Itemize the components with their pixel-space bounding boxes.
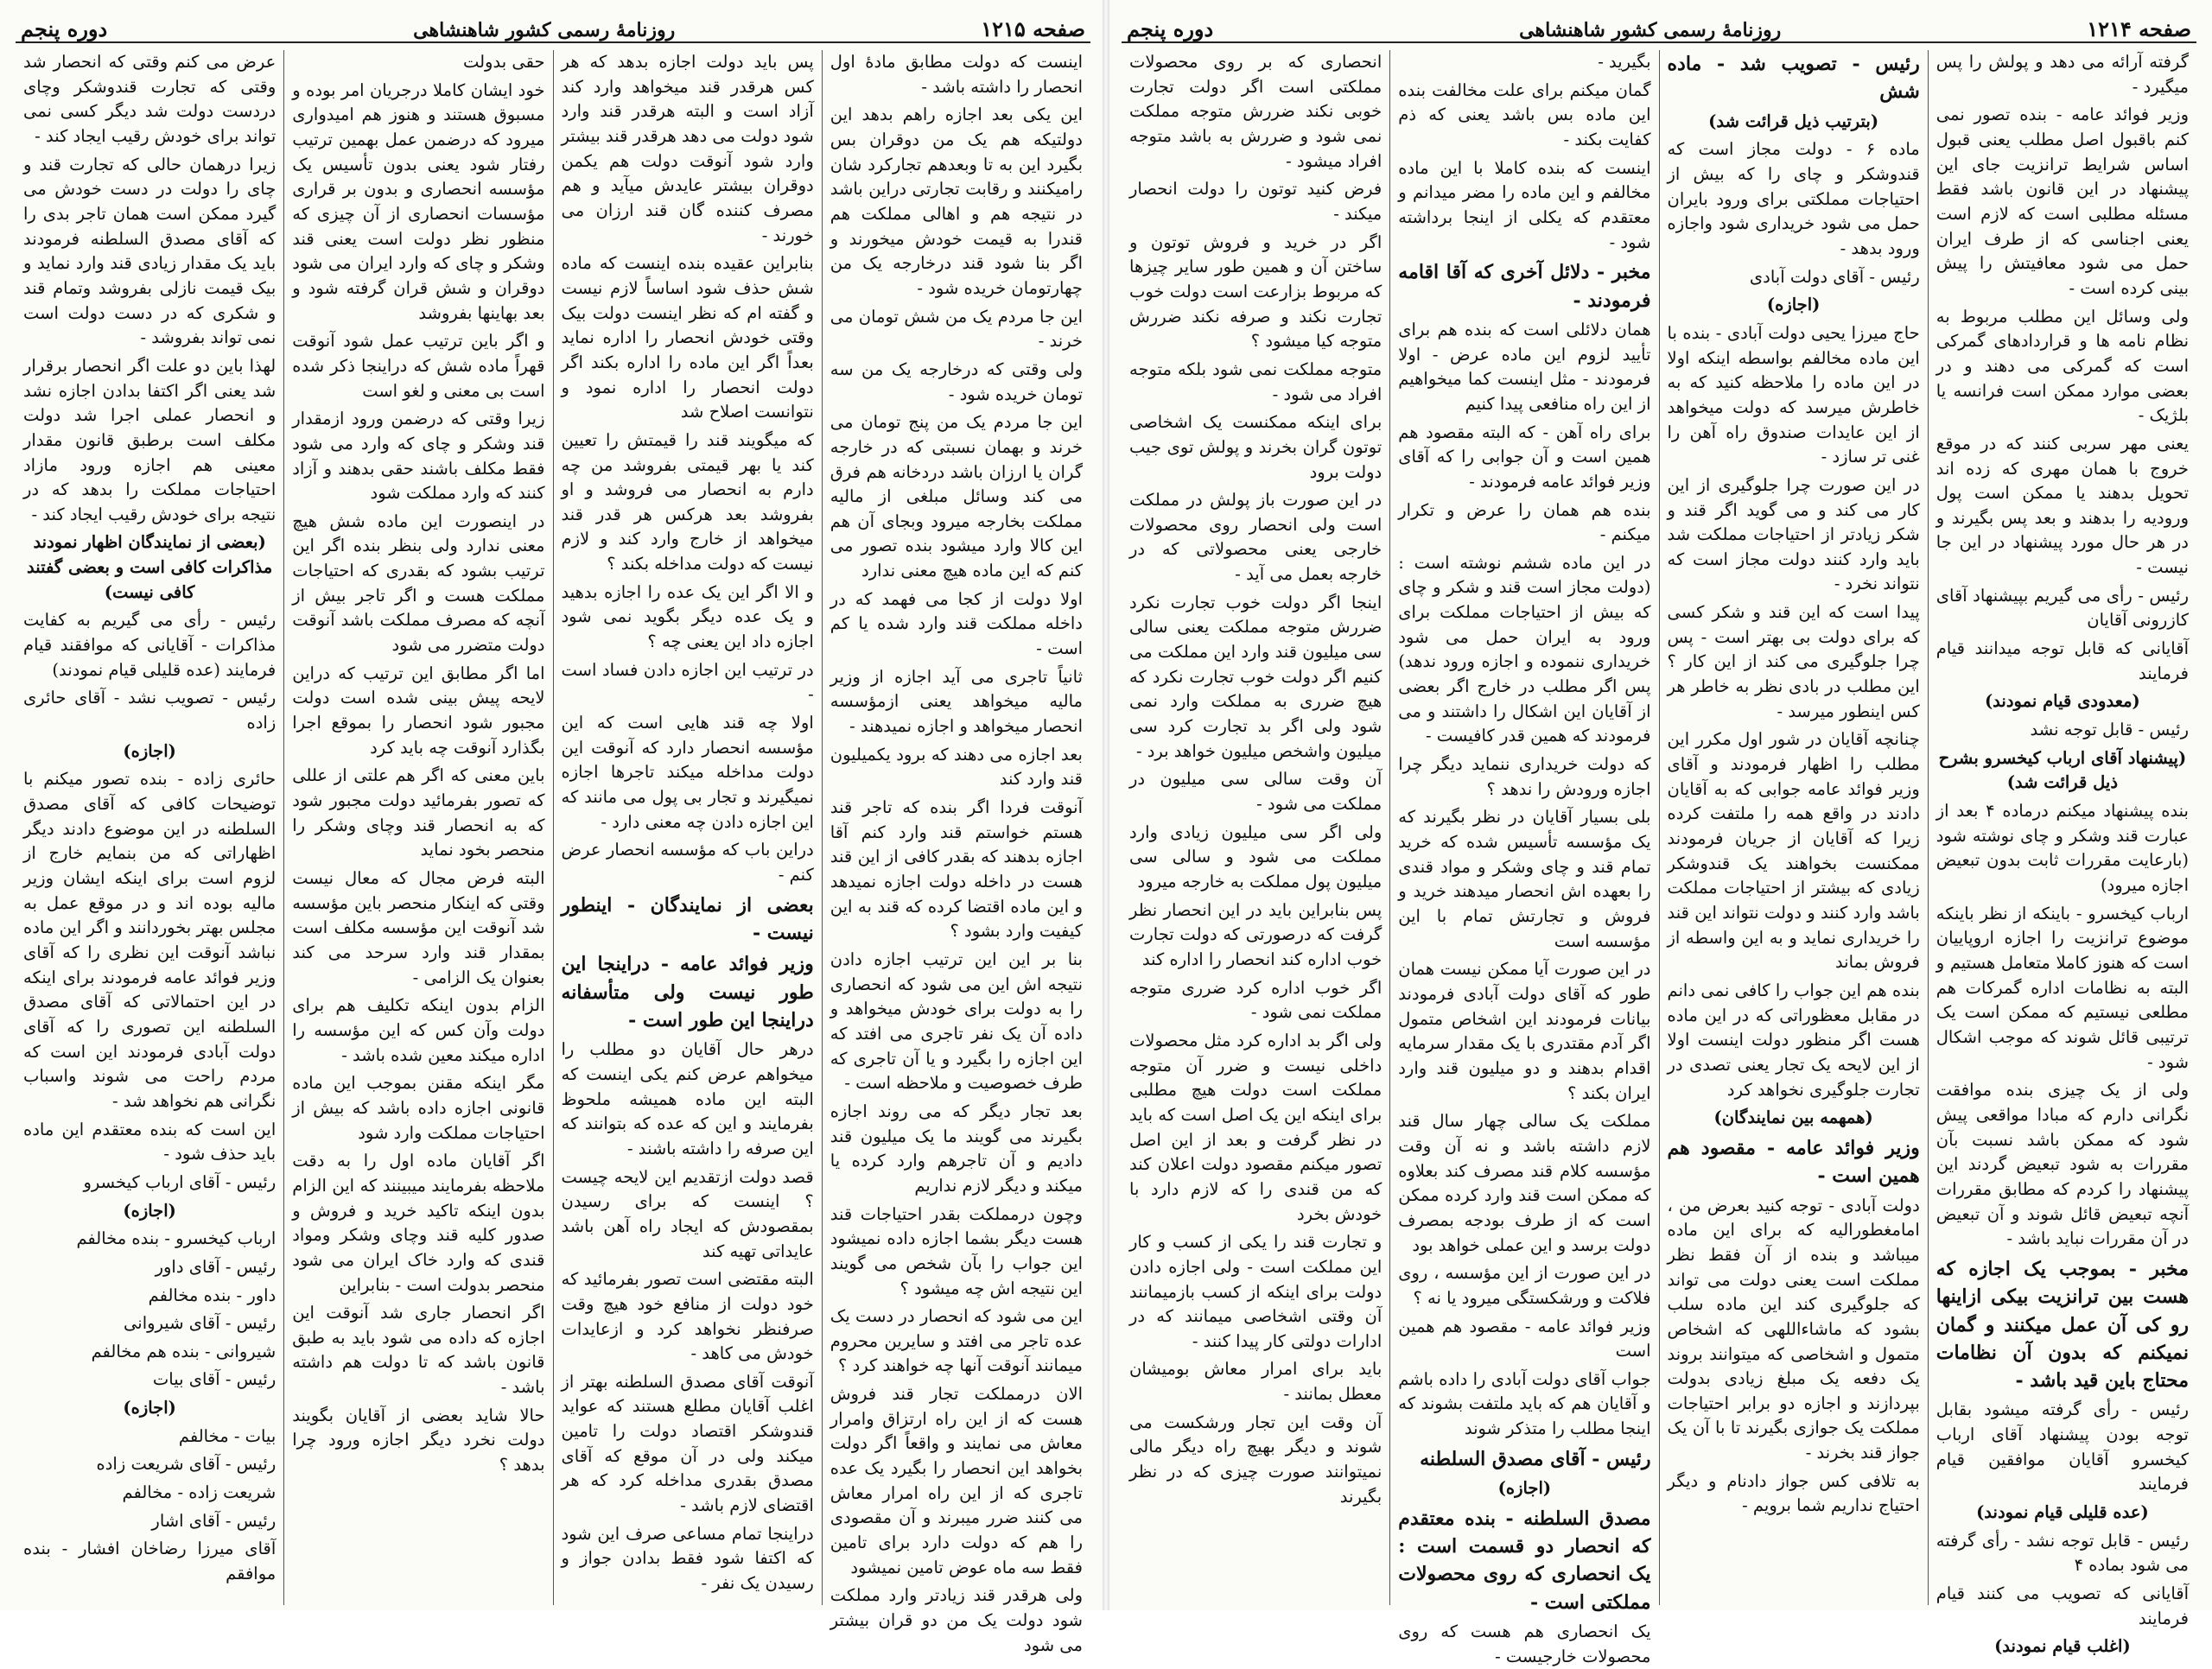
text-paragraph: بنده پیشنهاد میکنم درماده ۴ بعد از عبارت قند وشکر و چای نوشته شود (بارعایت مقررات ثابت بدون تبعیض اجازه میرود)	[1936, 801, 2189, 895]
text-paragraph: این است که بنده معتقدم این ماده باید حذف شود -	[23, 1119, 276, 1164]
text-paragraph: و اگر باین ترتیب عمل شود آنوقت قهراً ماده شش که دراینجا ذکر شده است بی معنی و لغو است	[292, 331, 545, 401]
text-paragraph: عرض می کنم وقتی که انحصار شد وقتی که تجارت قندوشکر وچای دردست دولت شد دیگر کسی نمی تواند برای خودش رقیب ایجاد کند -	[23, 52, 276, 146]
text-paragraph: ارباب کیخسرو - باینکه از نظر باینکه موضوع ترانزیت را اجازه اروپاییان است که هنوز کاملا متعامل هستیم و البته به نظامات اداره گمرکات هم مطلعی نیستیم که ممکن است یک ترتیبی قائل شوند که موجب اشکال شود -	[1936, 903, 2189, 1072]
text-paragraph: رئیس - آقای ارباب کیخسرو	[83, 1171, 276, 1192]
text-paragraph: اگر انحصار جاری شد آنوقت این اجازه که داده می شود باید به طبق قانون باشد که تا دولت هم داشته باشد -	[292, 1303, 545, 1398]
text-column	[1389, 50, 1658, 1666]
session-label: دوره پنجم	[21, 16, 108, 41]
text-paragraph: ولی اگر سی میلیون زیادی وارد مملکت می شود و سالی سی میلیون پول مملکت به خارجه میرود	[1129, 822, 1382, 892]
text-paragraph: رئیس - آقای شریعت زاده	[96, 1454, 276, 1475]
text-paragraph: در این صورت آیا ممکن نیست همان طور که آقای دولت آبادی فرمودند بیانات فرمودند این اشخاص متمول اگر آدم مقتدری با یک مقدار سرمایه اقدام بدهند و دو میلیون قند وارد ایران بکند ؟	[1398, 959, 1651, 1103]
session-label: دوره پنجم	[1127, 16, 1214, 41]
left-page	[0, 0, 1106, 1655]
text-column	[1122, 50, 1389, 1605]
text-paragraph: این جا مردم یک من شش تومان می خرند -	[830, 306, 1083, 352]
speaker-paragraph: وزیر فوائد عامه - مقصود هم همین است -	[1667, 1136, 1920, 1188]
text-paragraph: این می شود که انحصار در دست یک عده تاجر می افتد و سایرین محروم میمانند آنوقت آنها چه خواهند کرد ؟	[830, 1306, 1083, 1376]
text-paragraph: مملکت یک سالی چهار سال قند لازم داشته باشد و نه آن وقت مؤسسه کلام قند مصرف کند بعلاوه که ممکن است قند وارد کرده ممکن است که از طرف بودجه بمصرف دولت برسد و این عملی خواهد بود	[1398, 1111, 1651, 1255]
right-page	[1106, 0, 2212, 1666]
text-paragraph: زیرا درهمان حالی که تجارت قند و چای را دولت در دست خودش می گیرد ممکن است همان تاجر بدی را که آقای مصدق السلطنه فرمودند باید یک مقدار زیادی قند وارد نماید و بیک قیمت نازلی بفروشد وتمام قند و شکری که در دست دولت است نمی تواند بفروشد -	[23, 154, 276, 348]
text-paragraph: (اجازه)	[1766, 295, 1821, 315]
text-paragraph: بعد تجار دیگر که می روند اجازه بگیرند می گویند ما یک میلیون قند دادیم و آن تاجرهم وارد کرده یا میکند و دیگر لازم نداریم	[830, 1101, 1083, 1196]
text-paragraph: آنوقت فردا اگر بنده که تاجر قند هستم خواستم قند وارد کنم آقا اجازه بدهند که بقدر کافی از این قند هست در داخله دولت اجازه نمیدهد و این ماده اقتضا کرده که قند به این کیفیت وارد بشود ؟	[830, 797, 1083, 942]
text-column	[1659, 50, 1928, 1605]
text-paragraph: و تجارت قند را یکی از کسب و کار این مملکت است - ولی اجازه دادن دولت برای اینکه از کسب بازمیمانند آن وقتی اشخاصی میمانند که در ادارات دولتی کار پیدا کنند -	[1129, 1232, 1382, 1351]
text-paragraph: حائری زاده - بنده تصور میکنم با توضیحات کافی که آقای مصدق السلطنه در این موضوع دادند دیگر اظهاراتی که من بنمایم خارج از لزوم است برای اینکه ایشان وزیر مالیه بوده اند و در موقع عمل به مجلس بهتر بخوردانند و اگر این ماده نباشد آنوقت این نظری را که آقای وزیر فوائد عامه فرمودند برای اینکه در این احتمالاتی که آقای مصدق السلطنه این تصوری را که آقای دولت آبادی فرمودند این است که مردم راحت می شوند واسباب نگرانی هم نخواهد شد -	[23, 769, 276, 1111]
text-paragraph: گمان میکنم برای علت مخالفت بنده این ماده بس باشد یعنی که ذم کفایت بکند -	[1398, 79, 1651, 149]
text-paragraph: (عده قلیلی قیام نمودند)	[1976, 1502, 2149, 1523]
text-paragraph: در این صورت باز پولش در مملکت است ولی انحصار روی محصولات خارجی یعنی محصولاتی که در خارجه بعمل می آید -	[1129, 490, 1382, 585]
text-paragraph: در این صورت از این مؤسسه ، روی فلاکت و ورشکستگی میرود یا نه ؟	[1398, 1263, 1651, 1308]
text-paragraph: رئیس - رأی گرفته میشود بقابل توجه بودن پیشنهاد آقای ارباب کیخسرو آقایان موافقین قیام فرمایند	[1936, 1399, 2189, 1494]
text-paragraph: رئیس - تصویب نشد - آقای حائری زاده	[23, 688, 276, 733]
text-paragraph: رئیس - آقای شیروانی	[124, 1313, 276, 1334]
text-paragraph: (اجازه)	[123, 1398, 176, 1418]
text-column	[553, 50, 822, 1605]
text-paragraph: که دولت خریداری ننماید دیگر چرا اجازه ورودش را ندهد ؟	[1398, 754, 1651, 799]
text-paragraph: وزیر فوائد عامه - مقصود هم همین است	[1398, 1316, 1651, 1361]
newspaper-title: روزنامهٔ رسمی کشور شاهنشاهی	[413, 19, 676, 41]
text-paragraph: اینجا اگر دولت خوب تجارت نکرد ضررش متوجه مملکت یعنی سالی سی میلیون قند وارد این مملکت می کنیم اگر دولت خوب تجارت نکرد که هیچ ضرری به مملکت وارد نمی شود ولی اگر بد تجارت کرد سی میلیون واشخص میلیون خواهد برد -	[1129, 592, 1382, 761]
text-paragraph: اولا چه قند هایی است که این مؤسسه انحصار دارد که آنوقت این دولت مداخله میکند تاجرها اجازه نمیگیرند و تجار بی پول می مانند که این اجازه دادن چه معنی دارد -	[561, 713, 814, 832]
text-paragraph: بنا بر این این ترتیب اجازه دادن نتیجه اش این می شود که انحصاری را به دولت برای خودش میخواهد و داده آن یک نفر تاجری می افتد که این اجازه را بگیرد و یا آن تاجری که طرف خصوصیت و ملاحظه است -	[830, 949, 1083, 1094]
text-paragraph: اگر در خرید و فروش توتون و ساختن آن و همین طور سایر چیزها که مربوط بزارعت است دولت خوب تجارت نکند و صرفه نکند ضررش متوجه کیا میشود ؟	[1129, 232, 1382, 352]
text-paragraph: پس باید دولت اجازه بدهد که هر کس هرقدر قند میخواهد وارد کند آزاد است و البته هرقدر قند وارد شود دولت می دهد هرقدر قند بیشتر وارد شود آنوقت دولت هم یکمن دوقران بیشتر عایدش میآید و هم مصرف کننده گان قند ارزان می خورند -	[561, 52, 814, 245]
text-column	[283, 50, 552, 1605]
text-paragraph: ثانیاً تاجری می آید اجازه از وزیر مالیه میخواهد یعنی ازمؤسسه انحصار میخواهد و اجازه نمیدهند -	[830, 666, 1083, 737]
text-paragraph: رئیس - آقای بیات	[152, 1369, 276, 1390]
speaker-paragraph: مصدق السلطنه - بنده معتقدم که انحصار دو قسمت است : یک انحصاری که روی محصولات مملکتی است -	[1398, 1507, 1651, 1614]
text-paragraph: اما اگر مطابق این ترتیب که دراین لایحه پیش بینی شده است دولت مجبور شود انحصار را بموقع اجرا بگذارد آنوقت چه باید کرد	[292, 663, 545, 758]
text-paragraph: حقی بدولت	[462, 52, 545, 72]
text-paragraph: اینست که بنده کاملا با این ماده مخالفم و این ماده را مضر میدانم و معتقدم که یکلی از اینجا برداشته شود -	[1398, 157, 1651, 252]
text-paragraph: (اجازه)	[123, 740, 176, 761]
text-column	[16, 50, 283, 1605]
text-paragraph: آقایانی که قابل توجه میدانند قیام فرمایند	[1936, 638, 2189, 683]
text-paragraph: باید برای امرار معاش بومیشان معطل بمانند -	[1129, 1359, 1382, 1405]
text-paragraph: اگر آقایان ماده اول را به دقت ملاحظه بفرمایند میبینند که این الزام بدون اینکه تاکید خرید و فروش و صدور کلیه قند وچای وشکر ومواد قندی که وارد خاک ایران می شود منحصر بدولت است - بنابراین	[292, 1151, 545, 1295]
text-paragraph: آنوقت آقای مصدق السلطنه بهتر از اغلب آقایان مطلع هستند که عواید قندوشکر اقتصاد دولت را تامین میکند ولی در آن موقع که آقای مصدق بقدری مداخله کرد که هر اقتضای لازم باشد -	[561, 1371, 814, 1516]
text-paragraph: چنانچه آقایان در شور اول مکرر این مطلب را اظهار فرمودند و آقای وزیر فوائد عامه جوابی که به آقایان دادند در واقع همه را ملتفت کرده زیرا که آقایان از جریان فرمودند ممکنست بخواهند یک قندوشکر زیادی که بیشتر از احتیاجات مملکت باشد وارد کنند و دولت نتواند این قند را خریداری نماید و به این واسطه از فروش بماند	[1667, 729, 1920, 973]
text-paragraph: (اجازه)	[123, 1200, 176, 1221]
text-paragraph: الزام بدون اینکه تکلیف هم برای دولت وآن کس که این مؤسسه را اداره میکند معین شده باشد -	[292, 995, 545, 1065]
text-column	[1928, 50, 2196, 1657]
text-paragraph: دراین باب که مؤسسه انحصار عرض کنم -	[561, 840, 814, 885]
page-gutter	[1103, 0, 1109, 1610]
text-paragraph: داور - بنده مخالفم	[148, 1285, 276, 1305]
text-paragraph: زیرا وقتی که درضمن ورود ازمقدار قند وشکر و چای که وارد می شود فقط مکلف باشند حقی بدهند و آزاد کنند که وارد مملکت شود	[292, 409, 545, 504]
text-paragraph: بنابراین عقیده بنده اینست که ماده شش حذف شود اساساً لازم نیست و گفته ام که نظر اینست دولت بیک وقتی خودش انحصار را اداره نماید بعداً اگر این ماده را اداره بکند اگر دولت انحصار را اداره نمود و نتوانست اصلاح شد	[561, 253, 814, 422]
text-paragraph: وزیر فوائد عامه - بنده تصور نمی کنم باقبول اصل مطلب یعنی قبول اساس شرایط ترانزیت جای این پیشنهاد در این قانون باشد فقط مسئله مطلبی است که لازم است یعنی اجناسی که از طرف ایران حمل می شود معافیتش را پیش بینی کرده است -	[1936, 105, 2189, 298]
text-paragraph: فرض کنید توتون را دولت انحصار میکند -	[1129, 179, 1382, 224]
text-paragraph: در اینصورت این ماده شش هیچ معنی ندارد ولی بنظر بنده اگر این ترتیب بشود که بقدری که احتیاجات مملکت هست و اگر تاجر بیش از آنچه که مصرف مملکت باشد آنوقت دولت متضرر می شود	[292, 511, 545, 656]
text-paragraph: قصد دولت ازتقدیم این لایحه چیست ؟ اینست که برای رسیدن بمقصودش که ایجاد راه آهن باشد عایداتی تهیه کند	[561, 1166, 814, 1261]
page-number: صفحه ۱۲۱۵	[981, 16, 1085, 41]
text-paragraph: ولی از یک چیزی بنده موافقت نگرانی دارم که مبادا مواقعی پیش شود که ممکن باشد نسبت بآن مقررات به شود تبعیض گردند این پیشنهاد را کردم که مطابق مقررات آنچه تبعیض قائل شوند و آن تبعیض در آن مقررات نباید باشد -	[1936, 1080, 2189, 1249]
text-paragraph: (بترتیب ذیل قرائت شد)	[1708, 111, 1879, 131]
text-paragraph: در ترتیب این اجازه دادن فساد است -	[561, 659, 814, 705]
text-paragraph: ولی هرقدر قند زیادتر وارد مملکت شود دولت یک من دو قران بیشتر می شود	[830, 1585, 1083, 1655]
text-paragraph: و الا اگر این یک عده را اجازه بدهید و یک عده دیگر بگوید نمی شود اجازه داد این یعنی چه ؟	[561, 581, 814, 652]
text-paragraph: اینست که دولت مطابق مادهٔ اول انحصار را داشته باشد -	[830, 52, 1083, 97]
text-paragraph: (اغلب قیام نمودند)	[1994, 1636, 2131, 1657]
text-paragraph: پیدا است که این قند و شکر کسی که برای دولت بی بهتر است - پس چرا جلوگیری می کند از این کار ؟ این مطلب در بادی نظر به خاطر هر کس اینطور میرسد -	[1667, 602, 1920, 721]
text-paragraph: ولی اگر بد اداره کرد مثل محصولات داخلی نیست و ضرر آن متوجه مملکت است دولت هیچ مطلبی برای اینکه این یک اصل است که باید در نظر گرفت و بعد از این اصل تصور میکنم مقصود دولت اعلان کند که من قندی را که لازم دارد با خودش بخرد	[1129, 1030, 1382, 1224]
text-paragraph: حاج میرزا یحیی دولت آبادی - بنده با این ماده مخالفم بواسطه اینکه اولا در این ماده را ملاحظه کنید که به خاطرش میرسد که دولت میخواهد از این عایدات صندوق راه آهن را غنی تر سازد -	[1667, 322, 1920, 467]
text-paragraph: پس بنابراین باید در این انحصار نظر گرفت که درصورتی که دولت تجارت خوب اداره کند انحصار را اداره کند	[1129, 899, 1382, 969]
text-paragraph: (اجازه)	[1497, 1478, 1552, 1499]
text-paragraph: لهذا باین دو علت اگر انحصار برقرار شد یعنی اگر اکتفا بدادن اجازه نشد و انحصار عملی اجرا شد دولت مکلف است برطبق قانون مقدار معینی هم اجازه ورود مازاد احتیاجات مملکت را بدهد که در نتیجه برای خودش رقیب ایجاد کند -	[23, 355, 276, 524]
text-paragraph: آن وقت این تجار ورشکست می شوند و دیگر بهیچ راه دیگر مالی نمیتوانند صورت چیزی که در نظر بگیرند	[1129, 1412, 1382, 1507]
text-paragraph: بعد اجازه می دهند که برود یکمیلیون قند وارد کند	[830, 744, 1083, 790]
text-paragraph: (معدودی قیام نمودند)	[1984, 691, 2140, 712]
text-paragraph: رئیس - قابل توجه نشد	[2030, 720, 2189, 740]
text-paragraph: جواب آقای دولت آبادی را داده باشم و آقایان هم که باید ملتفت بشوند که اینجا مطلب را متذکر شوند	[1398, 1368, 1651, 1439]
text-paragraph: مگر اینکه مقنن بموجب این ماده قانونی اجازه داده باشد که بیش از احتیاجات مملکت وارد شود	[292, 1073, 545, 1143]
text-paragraph: بنده هم همان را عرض و تکرار میکنم -	[1398, 499, 1651, 545]
text-paragraph: دراینجا تمام مساعی صرف این شود که اکتفا شود فقط بدادن جواز و رسیدن یک نفر -	[561, 1523, 814, 1594]
text-paragraph: این جا مردم یک من پنج تومان می خرند و بهمان نسبتی که در خارجه گران یا ارزان باشد دردخانه هم فرق می کند وسائل مبلغی از مالیه مملکت بخارجه میرود وبجای آن هم این کالا وارد میشود بنده تصور می کنم که این ماده هیچ معنی ندارد	[830, 412, 1083, 581]
text-paragraph: رئیس - آقای اشار	[151, 1510, 276, 1531]
text-paragraph: برای راه آهن - که البته مقصود هم همین است و آن جوابی را که آقای وزیر فوائد عامه فرمودند -	[1398, 422, 1651, 492]
text-paragraph: البته مقتضی است تصور بفرمائید که خود دولت از منافع خود هیچ وقت صرفنظر نخواهد کرد و ازعایدات خودش می کاهد -	[561, 1269, 814, 1364]
text-paragraph: بنده هم این جواب را کافی نمی دانم در مقابل معظوراتی که در این ماده هست اگر منظور دولت اینست اولا از این لایحه یک تجار یعنی تصدی در تجارت جلوگیری نخواهد کرد	[1667, 980, 1920, 1100]
text-paragraph: بیات - مخالفم	[178, 1425, 276, 1446]
left-page-columns	[16, 50, 1090, 1655]
text-paragraph: گرفته آرائه می دهد و پولش را پس میگیرد -	[1936, 52, 2189, 97]
text-paragraph: حالا شاید بعضی از آقایان بگویند دولت نخرد دیگر اجازه ورود چرا بدهد ؟	[292, 1405, 545, 1475]
text-paragraph: ولی وسائل این مطلب مربوط به نظام نامه ها و قراردادهای گمرکی است که گمرکی می دهند و در بعضی موارد ممکن است فرانسه یا بلژیک -	[1936, 306, 2189, 426]
text-paragraph: ماده ۶ - دولت مجاز است که قندوشکر و چای را که بیش از احتیاجات مملکتی برای ورود بایران حمل می شود خریداری شود واجازه ورود بدهد -	[1667, 139, 1920, 258]
speaker-paragraph: رئیس - تصویب شد - ماده شش	[1667, 53, 1920, 104]
speaker-paragraph: مخبر - بموجب یک اجازه که هست بین ترانزیت بیکی ازاینها رو کی آن عمل میکنند و گمان نمیکنم که بدون آن نظامات محتاج باین قید باشد -	[1936, 1257, 2189, 1393]
text-paragraph: در این ماده ششم نوشته است : (دولت مجاز است قند و شکر و چای که بیش از احتیاجات مملکت برای ورود به ایران حمل می شود خریداری ننموده و اجازه ورود ندهد) پس اگر مطلب در خارج اگر بعضی از آقایان این اشکال را داشتند و می فرمودند که همین قدر کافیست -	[1398, 552, 1651, 746]
text-paragraph: باین معنی که اگر هم علتی از عللی که تصور بفرمائید دولت مجبور شود که به انحصار قند وچای وشکر را منحصر بخود نماید	[292, 765, 545, 860]
text-paragraph: (همهمه بین نمایندگان)	[1713, 1107, 1873, 1128]
right-page-columns	[1122, 50, 2196, 1666]
text-paragraph: رئیس - قابل توجه نشد - رأی گرفته می شود بماده ۴	[1936, 1530, 2189, 1576]
speaker-paragraph: وزیر فوائد عامه - دراینجا این طور نیست ولی متأسفانه دراینجا این طور است -	[561, 953, 814, 1031]
text-paragraph: آقایانی که تصویب می کنند قیام فرمایند	[1936, 1583, 2189, 1628]
newspaper-title: روزنامهٔ رسمی کشور شاهنشاهی	[1519, 19, 1782, 41]
speaker-paragraph: رئیس - آقای مصدق السلطنه	[1420, 1447, 1651, 1470]
text-paragraph: (بعضی از نمایندگان اظهار نمودند مذاکرات کافی است و بعضی گفتند کافی نیست)	[27, 532, 273, 602]
text-paragraph: برای اینکه ممکنست یک اشخاصی توتون گران بخرند و پولش توی جیب دولت برود	[1129, 412, 1382, 482]
right-page-header	[1122, 12, 2196, 43]
text-paragraph: بلی بسیار آقایان در نظر بگیرند که یک مؤسسه تأسیس شده که خرید تمام قند و چای وشکر و مواد قندی را بعهده اش انحصار میدهند خرید و فروش و تجارتش تمام با این مؤسسه است	[1398, 807, 1651, 951]
text-paragraph: (پیشنهاد آقای ارباب کیخسرو بشرح ذیل قرائت شد)	[1938, 747, 2187, 793]
text-paragraph: دولت آبادی - توجه کنید بعرض من ، امامغطورالیه که برای این ماده میباشد و بنده از آن فقط نظر مملکت است یعنی دولت می تواند که جلوگیری کند این ماده سلب بشود که ماشاءاللهی که اشخاص متمول و اشخاصی که میتوانند بروند یک دفعه یک مبلغ زیادی بدولت بپردازند و اجازه دو برابر احتیاجات مملکت یک جوازی بگیرند تا با آن یک جواز قند بخرند -	[1667, 1195, 1920, 1463]
text-paragraph: متوجه مملکت نمی شود بلکه متوجه افراد می شود -	[1129, 359, 1382, 404]
text-paragraph: آقای میرزا رضاخان افشار - بنده موافقم	[23, 1539, 276, 1584]
text-column	[822, 50, 1090, 1655]
text-paragraph: اولا دولت از کجا می فهمد که در داخله مملکت قند وارد شده یا کم است -	[830, 588, 1083, 659]
left-page-header	[16, 12, 1090, 43]
text-paragraph: این یکی بعد اجازه راهم بدهد این دولتیکه هم یک من دوقران بس بگیرد این به تا وبعدهم تجارکرد شان رامیکنند و رقابت تجارتی دراین باشد در نتیجه هم و اهالی مملکت هم قندرا به قیمت خودش میخورند و اگر بنا شود قند درخارجه یک من چهارتومان خریده شود -	[830, 105, 1083, 298]
text-paragraph: انحصاری که بر روی محصولات مملکتی است اگر دولت تجارت خوبی نکند ضررش متوجه مملکت نمی شود و ضررش به باشد متوجه افراد میشود -	[1129, 52, 1382, 171]
text-paragraph: یعنی مهر سربی کنند که در موقع خروج با همان مهری که زده اند تحویل بدهند یا ممکن است پول ورودیه را بدهند و بعد پس بگیرند و در هر حال مورد پیشنهاد در این جا نیست -	[1936, 433, 2189, 578]
text-paragraph: خود ایشان کاملا درجریان امر بوده و مسبوق هستند و هنوز هم امیدواری میرود که درضمن عمل بهمین ترتیب رفتار شود یعنی بدون تأسیس یک مؤسسه انحصاری و بدون بر قراری مؤسسات انحصاری از آن چیزی که منظور نظر دولت است یعنی قند وشکر و چای که وارد ایران می شود دوقران و شش قران گرفته شود و بعد بهاینها بفروشد	[292, 79, 545, 323]
text-paragraph: الان درمملکت تجار قند فروش هست که از این راه ارتزاق وامرار معاش می نمایند و واقعاً اگر دولت بخواهد این انحصار را بگیرد یک عده تاجری که از این راه امرار معاش می کنند ضرر میبرند و آن مقصودی را هم که دولت دارد برای تامین فقط سه ماه عوض تامین نمیشود	[830, 1384, 1083, 1577]
text-paragraph: آن وقت سالی سی میلیون در مملکت می شود -	[1129, 769, 1382, 815]
page-number: صفحه ۱۲۱۴	[2087, 16, 2191, 41]
speaker-paragraph: بعضی از نمایندگان - اینطور نیست -	[561, 893, 814, 944]
text-paragraph: یک انحصاری هم هست که روی محصولات خارجیست -	[1398, 1621, 1651, 1666]
text-paragraph: اگر خوب اداره کرد ضرری متوجه مملکت نمی شود -	[1129, 977, 1382, 1023]
text-paragraph: وچون درمملکت بقدر احتیاجات قند هست دیگر بشما اجازه داده نمیشود این جواب را بآن شخص می گویند این نتیجه اش چه میشود ؟	[830, 1203, 1083, 1298]
text-paragraph: در این صورت چرا جلوگیری از این کار می کند و می گوید اگر قند و شکر زیادتر از احتیاجات مملکت شد باید وارد کنند دولت مجاز است که نتواند نخرد -	[1667, 474, 1920, 594]
text-paragraph: که میگویند قند را قیمتش را تعیین کند یا بهر قیمتی بفروشد من چه دارم به انحصار می فروشد و او بفروشد بعد هرکس هر قدر قند میخواهد از خارج وارد کند و لازم نیست که دولت مداخله بکند ؟	[561, 429, 814, 574]
text-paragraph: رئیس - آقای داور	[155, 1256, 276, 1277]
text-paragraph: همان دلائلی است که بنده هم برای تأیید لزوم این ماده عرض - اولا فرمودند - مثل اینست کما میخواهیم از این راه منافعی پیدا کنیم	[1398, 319, 1651, 414]
text-paragraph: رئیس - رأی می گیریم بپیشنهاد آقای کازرونی آقایان	[1936, 585, 2189, 631]
text-paragraph: ارباب کیخسرو - بنده مخالفم	[76, 1228, 276, 1249]
text-paragraph: رئیس - آقای دولت آبادی	[1749, 266, 1920, 287]
text-paragraph: درهر حال آقایان دو مطلب را میخواهم عرض کنم یکی اینست که البته این ماده همیشه ملحوظ بفرمایند و این که عده که بتوانند که این صرفه را داشته باشند -	[561, 1039, 814, 1158]
speaker-paragraph: مخبر - دلائل آخری که آقا اقامه فرمودند -	[1398, 261, 1651, 312]
text-paragraph: رئیس - رأی می گیریم به کفایت مذاکرات - آقایانی که موافقند قیام فرمایند (عده قلیلی قیام نمودند)	[23, 610, 276, 680]
text-paragraph: ولی وقتی که درخارجه یک من سه تومان خریده شود -	[830, 359, 1083, 404]
text-paragraph: بگیرید -	[1598, 52, 1651, 72]
text-paragraph: به تلافی کس جواز دادنام و دیگر احتیاج نداریم شما برویم -	[1667, 1470, 1920, 1516]
text-paragraph: شیروانی - بنده هم مخالفم	[91, 1341, 276, 1361]
text-paragraph: البته فرض مجال که معال نیست وقتی که اینکار منحصر باین مؤسسه شد آنوقت این مؤسسه مکلف است بمقدار قند وارد سرحد می کند بعنوان یک الزامی -	[292, 868, 545, 987]
text-paragraph: شریعت زاده - مخالفم	[122, 1482, 276, 1503]
